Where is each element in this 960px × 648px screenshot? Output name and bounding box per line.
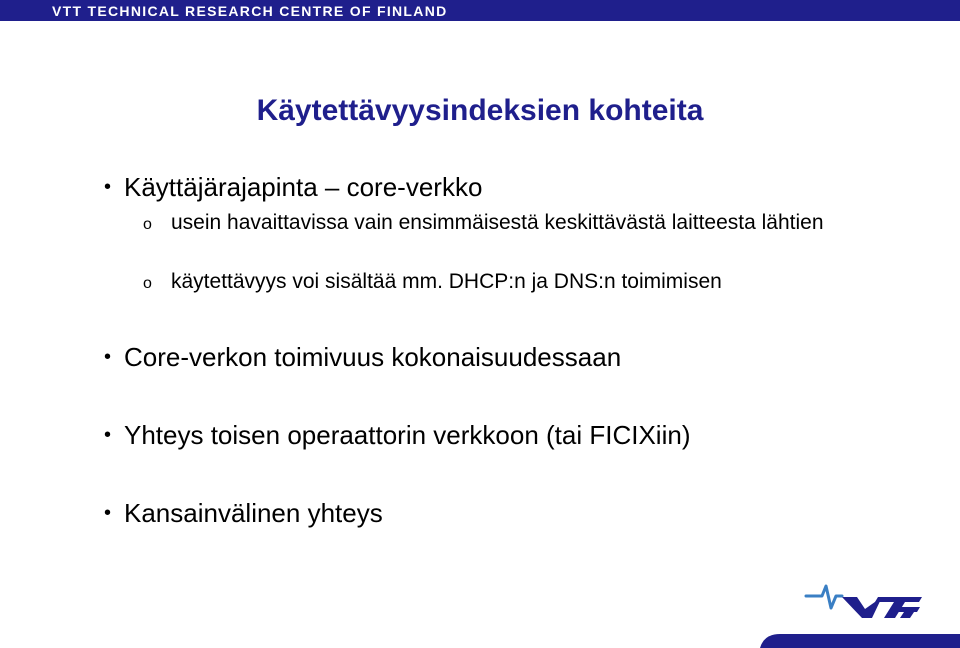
logo-letter-t2 (897, 607, 920, 618)
bullet-dot-icon: • (104, 346, 112, 368)
bullet-text: Core-verkon toimivuus kokonaisuudessaan (124, 342, 622, 372)
footer-bar (760, 628, 960, 648)
sub-bullet-text: käytettävyys voi sisältää mm. DHCP:n ja DNS:n toimimisen (171, 270, 722, 293)
bullet-dot-icon: • (104, 502, 112, 524)
bullet-text: Kansainvälinen yhteys (124, 498, 383, 528)
vtt-logo (800, 574, 925, 622)
header-org-name: VTT TECHNICAL RESEARCH CENTRE OF FINLAND (52, 3, 448, 19)
slide-title: Käytettävyysindeksien kohteita (256, 94, 704, 127)
bullet-dot-icon: • (104, 424, 112, 446)
sub-bullet-text: usein havaittavissa vain ensimmäisestä keskittävästä laitteesta lähtien (171, 211, 824, 234)
header-bar (0, 0, 960, 21)
bullet-dot-icon: • (104, 176, 112, 198)
bullet-text: Yhteys toisen operaattorin verkkoon (tai FICIXiin) (124, 420, 691, 450)
logo-letter-v (842, 597, 882, 618)
pulse-line-icon (806, 586, 842, 608)
sub-bullet-icon: o (143, 216, 152, 233)
bullet-text: Käyttäjärajapinta – core-verkko (124, 172, 483, 202)
sub-bullet-icon: o (143, 275, 152, 292)
